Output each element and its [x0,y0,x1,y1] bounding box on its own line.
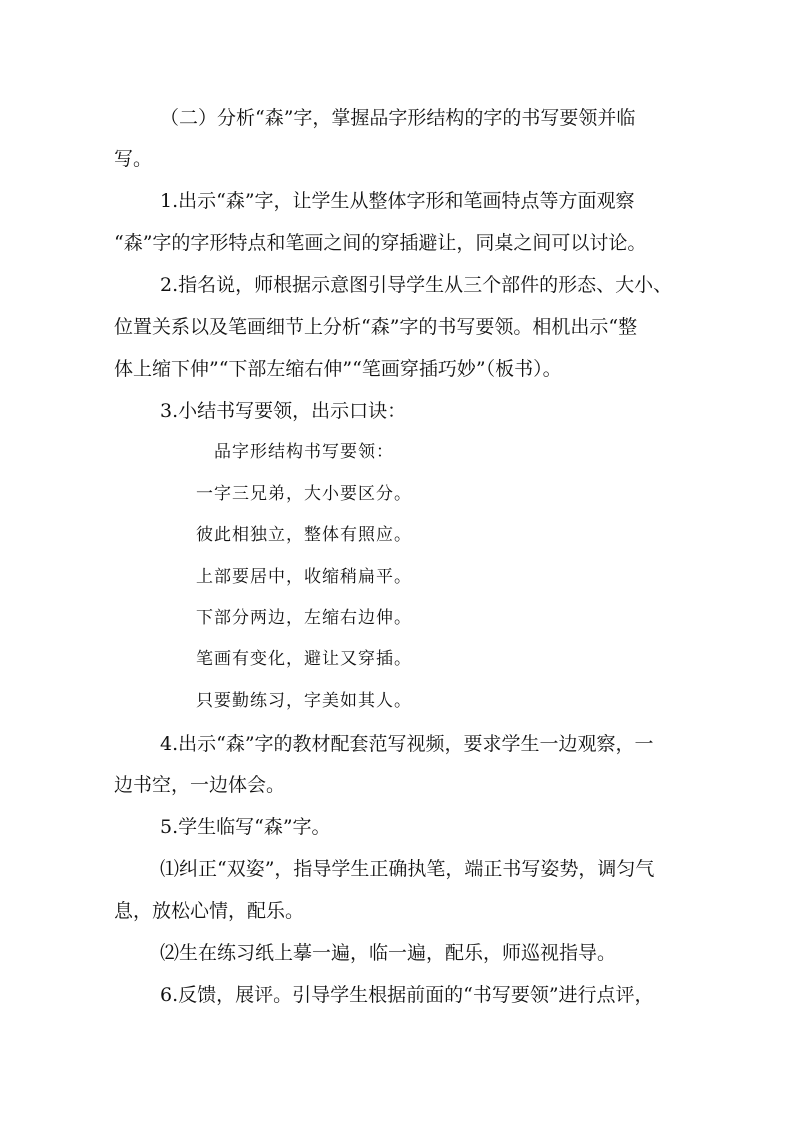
section-heading: （二）分析“森”字，掌握品字形结构的字的书写要领并临 [160,107,636,129]
paragraph-line: 写。 [114,148,153,170]
paragraph-line: 位置关系以及笔画细节上分析“森”字的书写要领。相机出示“整 [114,316,638,338]
step-3-line: 3.小结书写要领，出示口诀： [160,400,407,422]
paragraph-line: 息，放松心情，配乐。 [114,900,305,922]
mnemonic-title: 品字形结构书写要领： [214,442,394,462]
mnemonic-line: 彼此相独立，整体有照应。 [196,525,412,545]
step-6-line: 6.反馈，展评。引导学生根据前面的“书写要领”进行点评， [160,984,654,1006]
mnemonic-line: 笔画有变化，避让又穿插。 [196,649,412,669]
step-2-line: 2.指名说，师根据示意图引导学生从三个部件的形态、大小、 [160,274,673,296]
mnemonic-line: 上部要居中，收缩稍扁平。 [196,567,412,587]
step-5-line: 5.学生临写“森”字。 [160,816,331,838]
paragraph-line: 边书空，一边体会。 [114,774,286,796]
paragraph-line: 体上缩下伸”“下部左缩右伸”“笔画穿插巧妙”（板书）。 [114,358,562,380]
mnemonic-line: 下部分两边，左缩右边伸。 [196,608,412,628]
step-4-line: 4.出示“森”字的教材配套范写视频，要求学生一边观察，一 [160,733,654,755]
mnemonic-line: 只要勤练习，字美如其人。 [196,691,412,711]
step-1-line: 1.出示“森”字，让学生从整体字形和笔画特点等方面观察 [160,190,635,212]
sub-step-2-line: ⑵生在练习纸上摹一遍，临一遍，配乐，师巡视指导。 [160,942,617,964]
mnemonic-line: 一字三兄弟，大小要区分。 [196,484,412,504]
sub-step-1-line: ⑴纠正“双姿”，指导学生正确执笔，端正书写姿势，调匀气 [160,858,655,880]
paragraph-line: “森”字的字形特点和笔画之间的穿插避让，同桌之间可以讨论。 [114,232,647,254]
